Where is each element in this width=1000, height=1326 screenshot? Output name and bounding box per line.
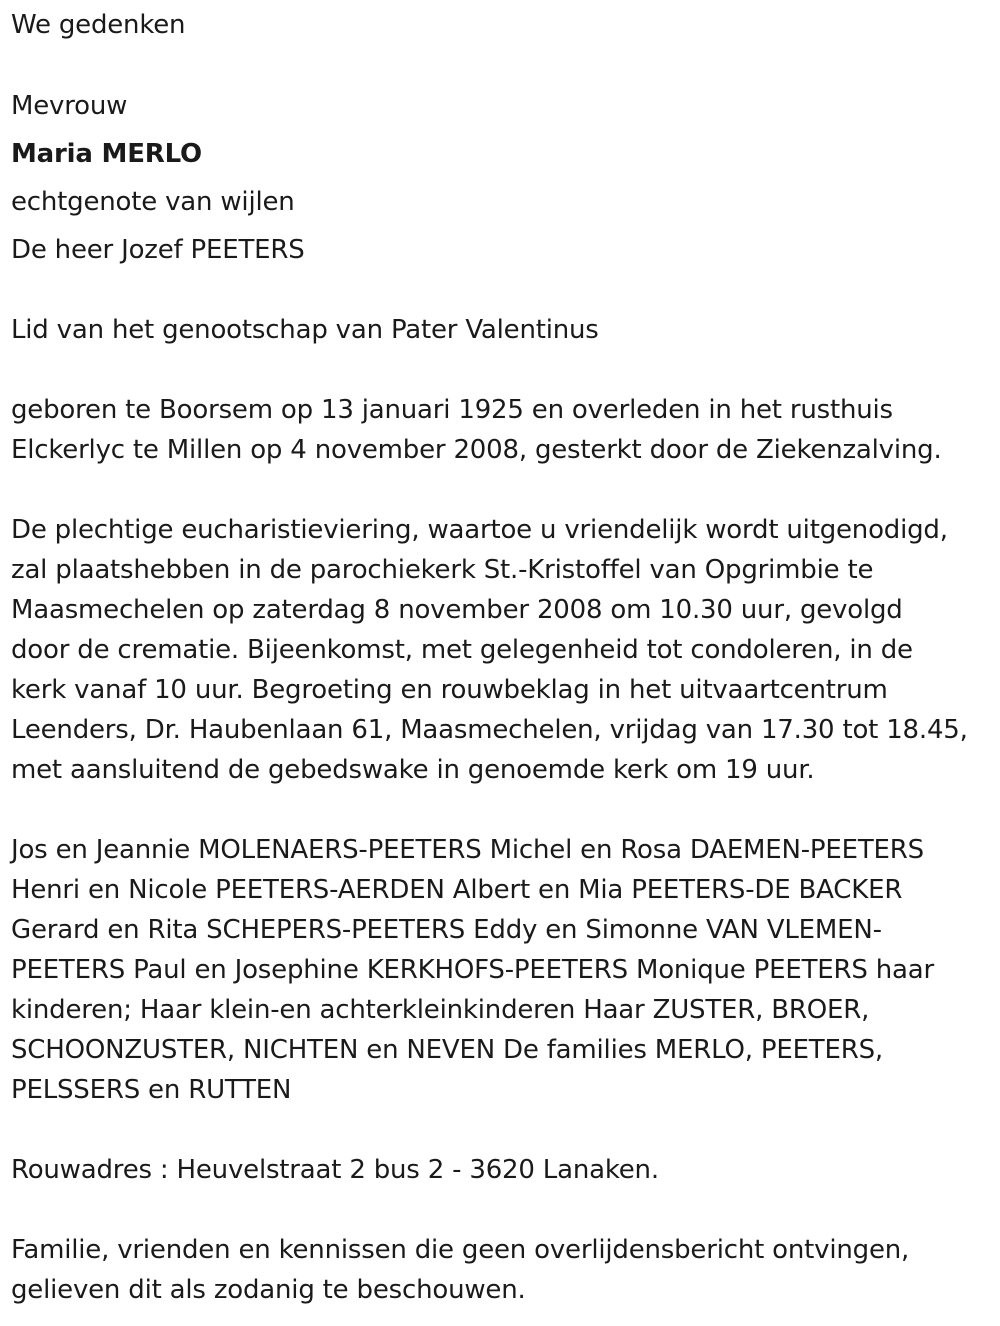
membership-text: Lid van het genootschap van Pater Valentinus (11, 315, 599, 345)
paragraph-line: Jos en Jeannie MOLENAERS-PEETERS Michel en Rosa DAEMEN-PEETERS (11, 835, 924, 865)
paragraph-line: SCHOONZUSTER, NICHTEN en NEVEN De families MERLO, PEETERS, (11, 1035, 883, 1065)
paragraph-line: Henri en Nicole PEETERS-AERDEN Albert en Mia PEETERS-DE BACKER (11, 875, 903, 905)
paragraph-line: De plechtige eucharistieviering, waartoe u vriendelijk wordt uitgenodigd, (11, 515, 948, 545)
birth-death-paragraph (11, 390, 942, 470)
paragraph-line: kerk vanaf 10 uur. Begroeting en rouwbeklag in het uitvaartcentrum (11, 675, 888, 705)
paragraph-line: Familie, vrienden en kennissen die geen overlijdensbericht ontvingen, (11, 1235, 910, 1265)
paragraph-line: met aansluitend de gebedswake in genoemde kerk om 19 uur. (11, 755, 815, 785)
paragraph-line: PEETERS Paul en Josephine KERKHOFS-PEETERS Monique PEETERS haar (11, 955, 934, 985)
deceased-name: Maria MERLO (11, 139, 202, 169)
paragraph-line: door de crematie. Bijeenkomst, met gelegenheid tot condoleren, in de (11, 635, 913, 665)
ceremony-paragraph (11, 510, 968, 790)
spouse-name: De heer Jozef PEETERS (11, 235, 305, 265)
intro-text: We gedenken (11, 10, 186, 40)
paragraph-line: Leenders, Dr. Haubenlaan 61, Maasmechelen, vrijdag van 17.30 tot 18.45, (11, 715, 968, 745)
paragraph-line: Maasmechelen op zaterdag 8 november 2008 om 10.30 uur, gevolgd (11, 595, 903, 625)
paragraph-line: geboren te Boorsem op 13 januari 1925 en overleden in het rusthuis (11, 395, 893, 425)
family-paragraph (11, 830, 934, 1110)
paragraph-line: gelieven dit als zodanig te beschouwen. (11, 1275, 526, 1305)
title-prefix: Mevrouw (11, 91, 128, 121)
paragraph-line: Gerard en Rita SCHEPERS-PEETERS Eddy en Simonne VAN VLEMEN- (11, 915, 882, 945)
paragraph-line: PELSSERS en RUTTEN (11, 1075, 292, 1105)
paragraph-line: zal plaatshebben in de parochiekerk St.-Kristoffel van Opgrimbie te (11, 555, 874, 585)
relation-text: echtgenote van wijlen (11, 187, 295, 217)
mourning-address: Rouwadres : Heuvelstraat 2 bus 2 - 3620 Lanaken. (11, 1155, 659, 1185)
paragraph-line: Elckerlyc te Millen op 4 november 2008, gesterkt door de Ziekenzalving. (11, 435, 942, 465)
paragraph-line: kinderen; Haar klein-en achterkleinkinderen Haar ZUSTER, BROER, (11, 995, 870, 1025)
closing-paragraph (11, 1230, 909, 1310)
